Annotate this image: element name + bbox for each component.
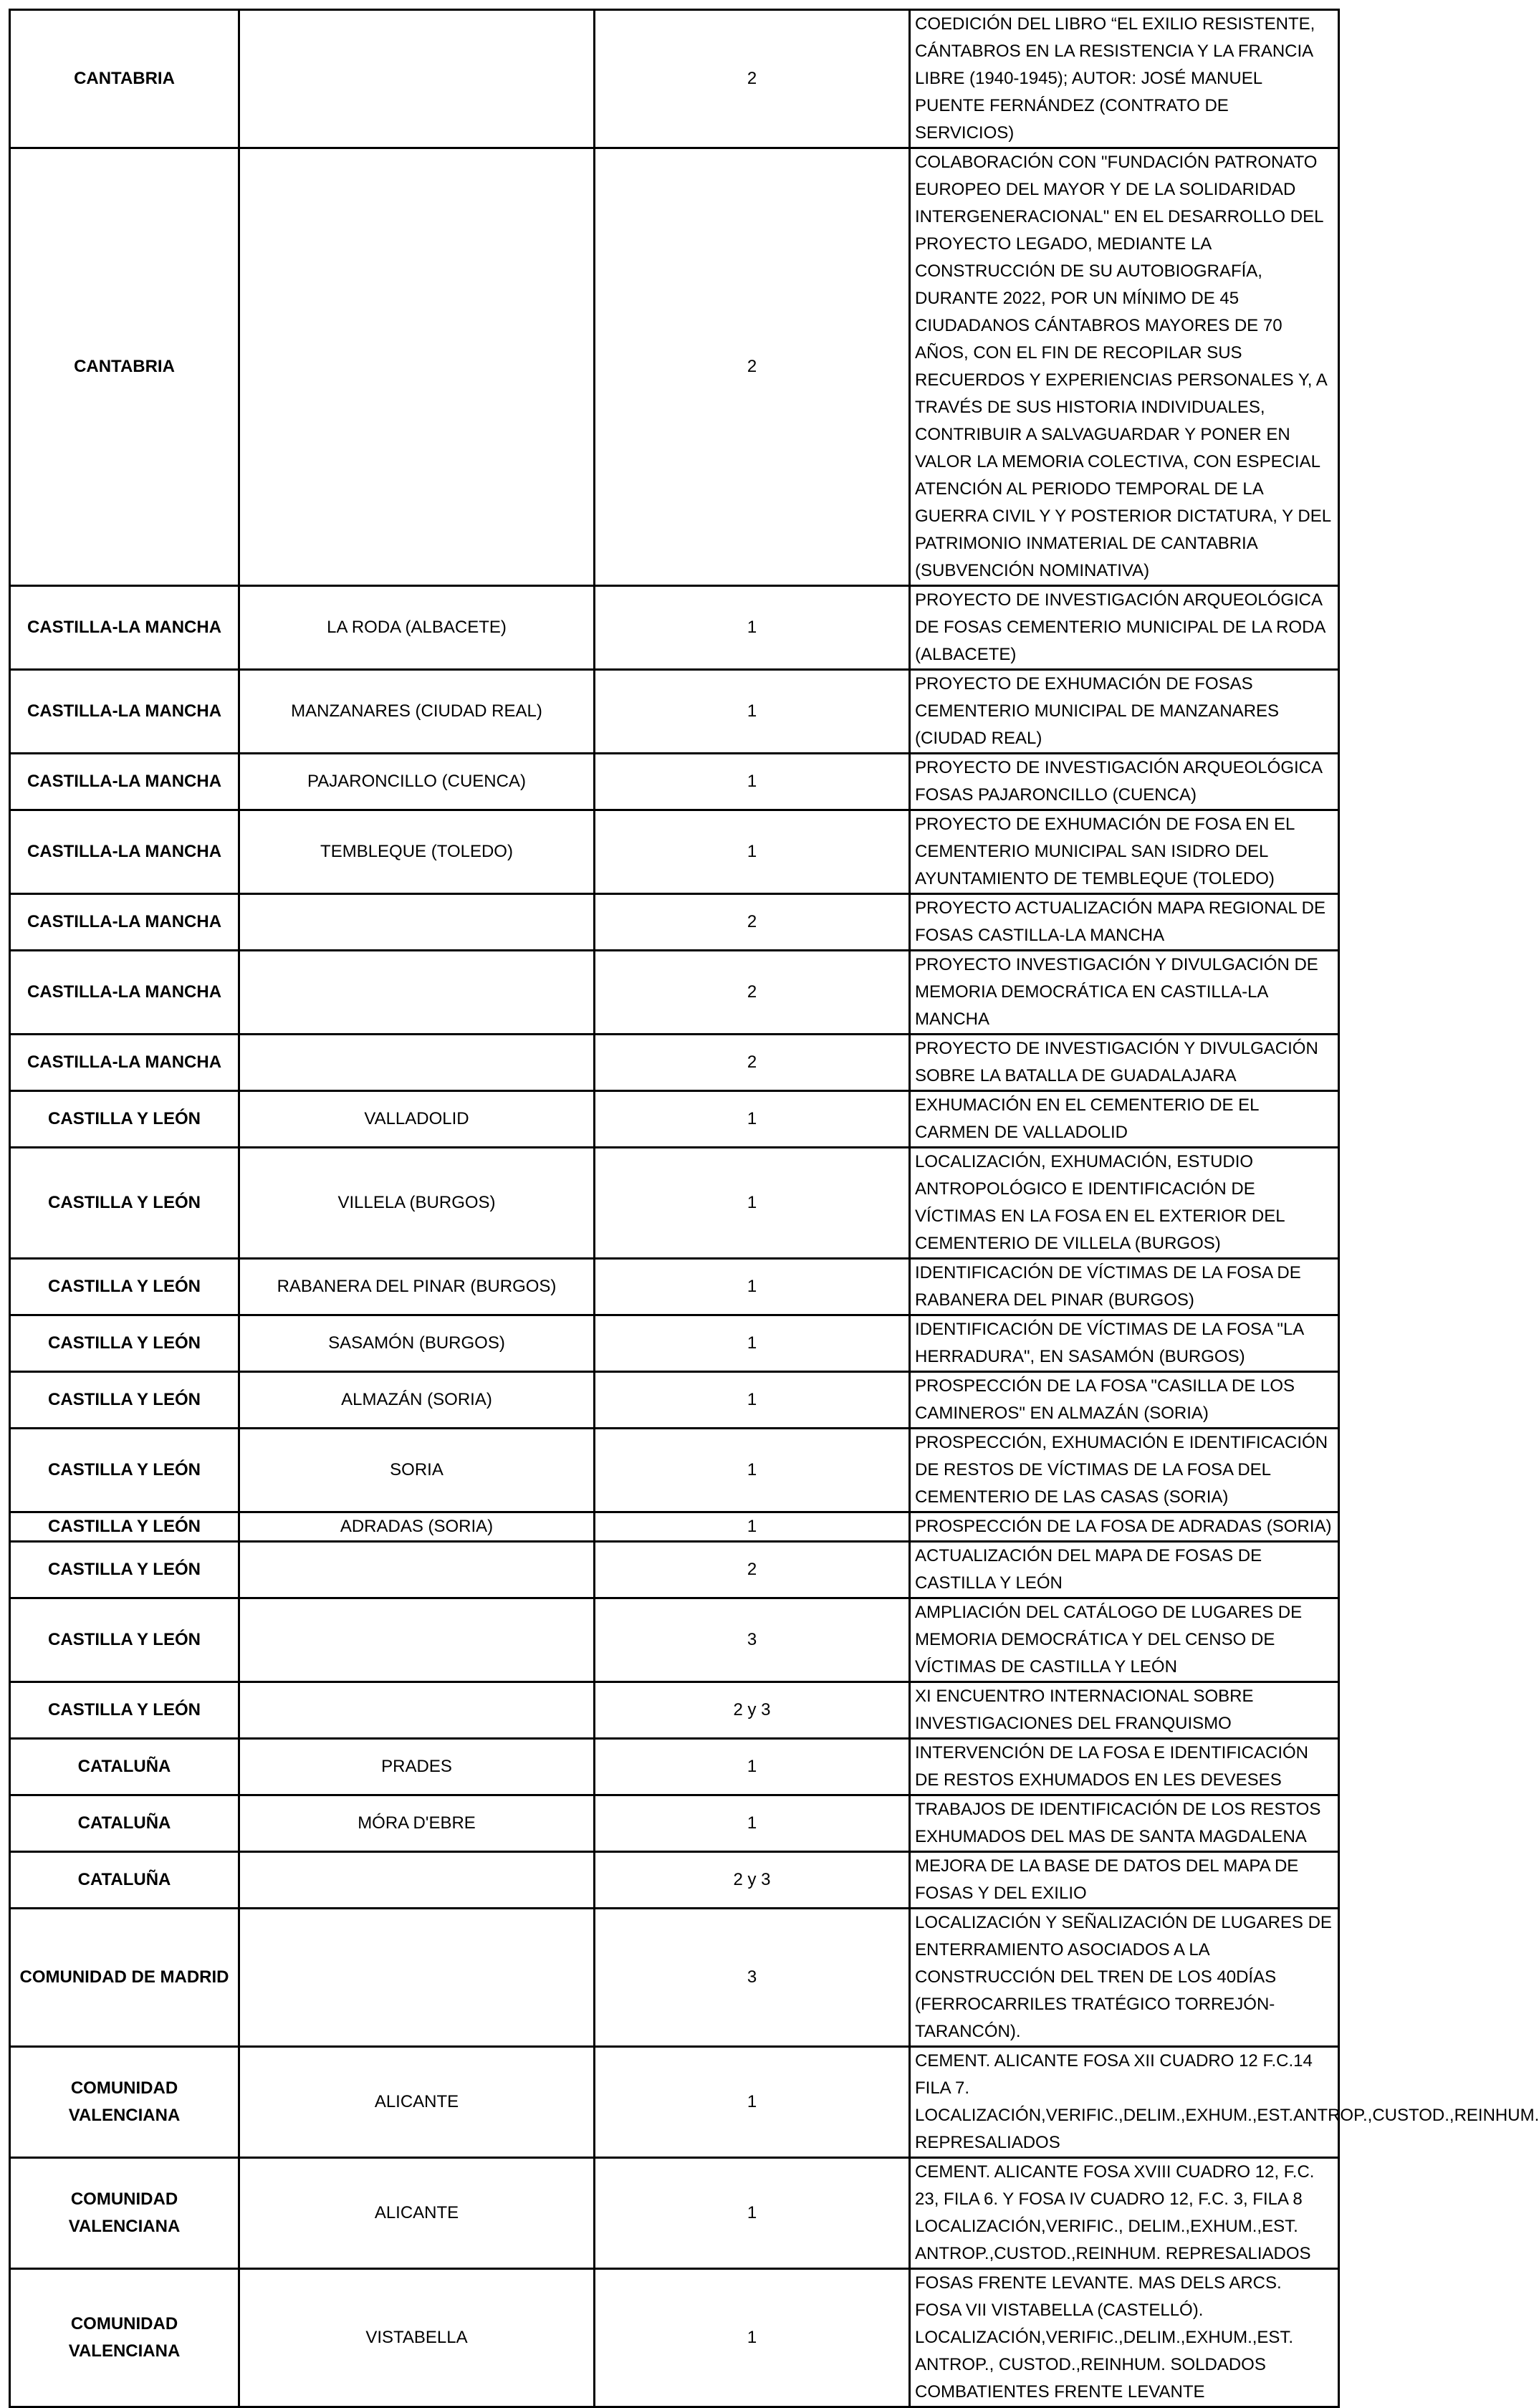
cell-description: IDENTIFICACIÓN DE VÍCTIMAS DE LA FOSA DE RABANERA DEL PINAR (BURGOS) [910, 1259, 1339, 1315]
cell-region: CASTILLA Y LEÓN [10, 1315, 239, 1372]
cell-region: COMUNIDAD DE MADRID [10, 1909, 239, 2047]
table-row [10, 1148, 1339, 1259]
cell-region: COMUNIDAD VALENCIANA [10, 2158, 239, 2269]
cell-region: CASTILLA-LA MANCHA [10, 754, 239, 810]
cell-region: CASTILLA-LA MANCHA [10, 810, 239, 894]
cell-type: 1 [595, 1372, 910, 1429]
cell-description: AMPLIACIÓN DEL CATÁLOGO DE LUGARES DE MEMORIA DEMOCRÁTICA Y DEL CENSO DE VÍCTIMAS DE CASTILLA Y LEÓN [910, 1598, 1339, 1682]
cell-description: PROYECTO INVESTIGACIÓN Y DIVULGACIÓN DE MEMORIA DEMOCRÁTICA EN CASTILLA-LA MANCHA [910, 951, 1339, 1035]
table-row [10, 2047, 1339, 2158]
cell-type: 2 [595, 148, 910, 586]
cell-region: CASTILLA Y LEÓN [10, 1542, 239, 1598]
table-row [10, 810, 1339, 894]
cell-region: CANTABRIA [10, 148, 239, 586]
cell-type: 1 [595, 754, 910, 810]
table-row [10, 1429, 1339, 1512]
cell-type: 1 [595, 1091, 910, 1148]
table-row [10, 1795, 1339, 1852]
cell-description: EXHUMACIÓN EN EL CEMENTERIO DE EL CARMEN DE VALLADOLID [910, 1091, 1339, 1148]
cell-description: PROYECTO DE INVESTIGACIÓN ARQUEOLÓGICA DE FOSAS CEMENTERIO MUNICIPAL DE LA RODA (ALBACETE) [910, 586, 1339, 670]
cell-place [239, 1035, 595, 1091]
cell-place: VALLADOLID [239, 1091, 595, 1148]
cell-region: CASTILLA Y LEÓN [10, 1372, 239, 1429]
table-body [10, 10, 1539, 2407]
cell-type: 1 [595, 586, 910, 670]
table-row [10, 670, 1339, 754]
table-row [10, 1682, 1339, 1739]
cell-type: 3 [595, 1909, 910, 2047]
cell-type: 2 y 3 [595, 1852, 910, 1909]
cell-type: 1 [595, 1148, 910, 1259]
cell-description: TRABAJOS DE IDENTIFICACIÓN DE LOS RESTOS EXHUMADOS DEL MAS DE SANTA MAGDALENA [910, 1795, 1339, 1852]
cell-place: VISTABELLA [239, 2269, 595, 2407]
cell-description: COLABORACIÓN CON "FUNDACIÓN PATRONATO EUROPEO DEL MAYOR Y DE LA SOLIDARIDAD INTERGENERACIONAL" EN EL DESARROLLO DEL PROYECTO LEGADO, MEDIANTE LA CONSTRUCCIÓN DE SU AUTOBIOGRAFÍA, DURANTE 2022, POR UN MÍNIMO DE 45 CIUDADANOS CÁNTABROS MAYORES DE 70 AÑOS, CON EL FIN DE RECOPILAR SUS RECUERDOS Y EXPERIENCIAS PERSONALES Y, A TRAVÉS DE SUS HISTORIA INDIVIDUALES, CONTRIBUIR A SALVAGUARDAR Y PONER EN VALOR LA MEMORIA COLECTIVA, CON ESPECIAL ATENCIÓN AL PERIODO TEMPORAL DE LA GUERRA CIVIL Y Y POSTERIOR DICTATURA, Y DEL PATRIMONIO INMATERIAL DE CANTABRIA (SUBVENCIÓN NOMINATIVA) [910, 148, 1339, 586]
cell-place [239, 894, 595, 951]
cell-place: ALICANTE [239, 2047, 595, 2158]
cell-description: COEDICIÓN DEL LIBRO “EL EXILIO RESISTENTE, CÁNTABROS EN LA RESISTENCIA Y LA FRANCIA LIBRE (1940-1945); AUTOR: JOSÉ MANUEL PUENTE FERNÁNDEZ (CONTRATO DE SERVICIOS) [910, 10, 1339, 148]
cell-region: CASTILLA-LA MANCHA [10, 586, 239, 670]
table-row [10, 1091, 1339, 1148]
cell-place [239, 1682, 595, 1739]
table-row [10, 1542, 1339, 1598]
cell-place [239, 951, 595, 1035]
cell-region: COMUNIDAD VALENCIANA [10, 2047, 239, 2158]
cell-type: 1 [595, 2158, 910, 2269]
cell-region: CATALUÑA [10, 1739, 239, 1795]
cell-place: MÓRA D'EBRE [239, 1795, 595, 1852]
cell-description: PROSPECCIÓN, EXHUMACIÓN E IDENTIFICACIÓN DE RESTOS DE VÍCTIMAS DE LA FOSA DEL CEMENTERIO DE LAS CASAS (SORIA) [910, 1429, 1339, 1512]
cell-region: CATALUÑA [10, 1852, 239, 1909]
table-row [10, 1259, 1339, 1315]
table-row [10, 1852, 1339, 1909]
cell-description: PROYECTO DE INVESTIGACIÓN Y DIVULGACIÓN SOBRE LA BATALLA DE GUADALAJARA [910, 1035, 1339, 1091]
cell-region: CASTILLA Y LEÓN [10, 1598, 239, 1682]
cell-type: 2 [595, 1542, 910, 1598]
cell-description: INTERVENCIÓN DE LA FOSA E IDENTIFICACIÓN DE RESTOS EXHUMADOS EN LES DEVESES [910, 1739, 1339, 1795]
cell-place: RABANERA DEL PINAR (BURGOS) [239, 1259, 595, 1315]
cell-type: 2 [595, 951, 910, 1035]
cell-description: ACTUALIZACIÓN DEL MAPA DE FOSAS DE CASTILLA Y LEÓN [910, 1542, 1339, 1598]
table-row [10, 1512, 1339, 1542]
cell-place [239, 1909, 595, 2047]
cell-region: CASTILLA Y LEÓN [10, 1148, 239, 1259]
cell-description: CEMENT. ALICANTE FOSA XII CUADRO 12 F.C.14 FILA 7. LOCALIZACIÓN,VERIFIC.,DELIM.,EXHUM.,EST.ANTROP.,CUSTOD.,REINHUM. REPRESALIADOS [910, 2047, 1339, 2158]
cell-type: 1 [595, 2047, 910, 2158]
cell-place: TEMBLEQUE (TOLEDO) [239, 810, 595, 894]
table-row [10, 951, 1339, 1035]
cell-place: ALICANTE [239, 2158, 595, 2269]
cell-region: CATALUÑA [10, 1795, 239, 1852]
table-row [10, 1372, 1339, 1429]
cell-place [239, 148, 595, 586]
cell-place: SASAMÓN (BURGOS) [239, 1315, 595, 1372]
cell-description: PROYECTO DE EXHUMACIÓN DE FOSA EN EL CEMENTERIO MUNICIPAL SAN ISIDRO DEL AYUNTAMIENTO DE TEMBLEQUE (TOLEDO) [910, 810, 1339, 894]
cell-type: 1 [595, 1512, 910, 1542]
cell-type: 1 [595, 1259, 910, 1315]
cell-description: PROYECTO DE INVESTIGACIÓN ARQUEOLÓGICA FOSAS PAJARONCILLO (CUENCA) [910, 754, 1339, 810]
table-row [10, 10, 1339, 148]
table-row [10, 1315, 1339, 1372]
table-row [10, 1035, 1339, 1091]
cell-type: 2 [595, 894, 910, 951]
cell-place [239, 1852, 595, 1909]
table-row [10, 754, 1339, 810]
cell-description: PROSPECCIÓN DE LA FOSA DE ADRADAS (SORIA) [910, 1512, 1339, 1542]
cell-description: FOSAS FRENTE LEVANTE. MAS DELS ARCS. FOSA VII VISTABELLA (CASTELLÓ). LOCALIZACIÓN,VERIFIC.,DELIM.,EXHUM.,EST. ANTROP., CUSTOD.,REINHUM. SOLDADOS COMBATIENTES FRENTE LEVANTE [910, 2269, 1339, 2407]
cell-region: CASTILLA Y LEÓN [10, 1429, 239, 1512]
table-row [10, 1739, 1339, 1795]
cell-region: CANTABRIA [10, 10, 239, 148]
cell-type: 3 [595, 1598, 910, 1682]
table-row [10, 148, 1339, 586]
table-row [10, 1909, 1339, 2047]
cell-place [239, 10, 595, 148]
table-row [10, 586, 1339, 670]
cell-place: VILLELA (BURGOS) [239, 1148, 595, 1259]
cell-place: PAJARONCILLO (CUENCA) [239, 754, 595, 810]
cell-type: 1 [595, 2269, 910, 2407]
cell-place: SORIA [239, 1429, 595, 1512]
cell-region: CASTILLA Y LEÓN [10, 1512, 239, 1542]
cell-description: PROYECTO DE EXHUMACIÓN DE FOSAS CEMENTERIO MUNICIPAL DE MANZANARES (CIUDAD REAL) [910, 670, 1339, 754]
projects-table [9, 9, 1539, 2408]
cell-type: 2 [595, 1035, 910, 1091]
cell-region: CASTILLA-LA MANCHA [10, 894, 239, 951]
cell-type: 1 [595, 1315, 910, 1372]
cell-description: XI ENCUENTRO INTERNACIONAL SOBRE INVESTIGACIONES DEL FRANQUISMO [910, 1682, 1339, 1739]
cell-description: CEMENT. ALICANTE FOSA XVIII CUADRO 12, F.C. 23, FILA 6. Y FOSA IV CUADRO 12, F.C. 3, FILA 8 LOCALIZACIÓN,VERIFIC., DELIM.,EXHUM.,EST. ANTROP.,CUSTOD.,REINHUM. REPRESALIADOS [910, 2158, 1339, 2269]
cell-type: 1 [595, 670, 910, 754]
cell-type: 1 [595, 1795, 910, 1852]
table-row [10, 1598, 1339, 1682]
cell-description: MEJORA DE LA BASE DE DATOS DEL MAPA DE FOSAS Y DEL EXILIO [910, 1852, 1339, 1909]
cell-region: CASTILLA Y LEÓN [10, 1682, 239, 1739]
cell-description: PROSPECCIÓN DE LA FOSA "CASILLA DE LOS CAMINEROS" EN ALMAZÁN (SORIA) [910, 1372, 1339, 1429]
cell-place [239, 1598, 595, 1682]
cell-place: ADRADAS (SORIA) [239, 1512, 595, 1542]
table-row [10, 894, 1339, 951]
cell-type: 2 y 3 [595, 1682, 910, 1739]
table-row [10, 2158, 1339, 2269]
cell-type: 1 [595, 810, 910, 894]
cell-description: LOCALIZACIÓN, EXHUMACIÓN, ESTUDIO ANTROPOLÓGICO E IDENTIFICACIÓN DE VÍCTIMAS EN LA FOSA EN EL EXTERIOR DEL CEMENTERIO DE VILLELA (BURGOS) [910, 1148, 1339, 1259]
cell-description: IDENTIFICACIÓN DE VÍCTIMAS DE LA FOSA "LA HERRADURA", EN SASAMÓN (BURGOS) [910, 1315, 1339, 1372]
cell-region: CASTILLA Y LEÓN [10, 1259, 239, 1315]
cell-place: ALMAZÁN (SORIA) [239, 1372, 595, 1429]
cell-place: LA RODA (ALBACETE) [239, 586, 595, 670]
cell-region: COMUNIDAD VALENCIANA [10, 2269, 239, 2407]
cell-region: CASTILLA-LA MANCHA [10, 1035, 239, 1091]
cell-description: LOCALIZACIÓN Y SEÑALIZACIÓN DE LUGARES DE ENTERRAMIENTO ASOCIADOS A LA CONSTRUCCIÓN DEL TREN DE LOS 40DÍAS (FERROCARRILES TRATÉGICO TORREJÓN-TARANCÓN). [910, 1909, 1339, 2047]
cell-place: PRADES [239, 1739, 595, 1795]
cell-description: PROYECTO ACTUALIZACIÓN MAPA REGIONAL DE FOSAS CASTILLA-LA MANCHA [910, 894, 1339, 951]
table-row [10, 2269, 1339, 2407]
cell-region: CASTILLA-LA MANCHA [10, 951, 239, 1035]
cell-type: 1 [595, 1739, 910, 1795]
cell-type: 1 [595, 1429, 910, 1512]
cell-type: 2 [595, 10, 910, 148]
cell-region: CASTILLA Y LEÓN [10, 1091, 239, 1148]
cell-place [239, 1542, 595, 1598]
cell-region: CASTILLA-LA MANCHA [10, 670, 239, 754]
cell-place: MANZANARES (CIUDAD REAL) [239, 670, 595, 754]
